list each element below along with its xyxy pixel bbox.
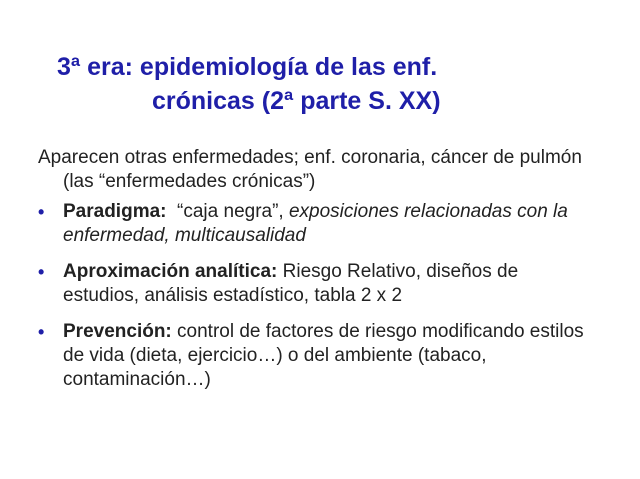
bullet-icon: •: [38, 262, 45, 282]
bullet-label: Aproximación analítica:: [63, 261, 278, 282]
intro-paragraph: Aparecen otras enfermedades; enf. coronaria, cáncer de pulmón (las “enfermedades crónicas”): [38, 147, 582, 192]
bullet-label: Paradigma:: [63, 201, 167, 222]
slide-body: [38, 146, 598, 404]
title-line-1: 3ª era: epidemiología de las enf.: [57, 53, 438, 81]
bullet-text: Riesgo Relativo, diseños de estudios, análisis estadístico, tabla 2 x 2: [63, 261, 519, 306]
bullet-list: [38, 200, 598, 392]
bullet-label: Prevención:: [63, 321, 172, 342]
bullet-paradigma: [38, 200, 598, 248]
bullet-text: “caja negra”,: [166, 201, 289, 222]
bullet-icon: •: [38, 202, 45, 222]
bullet-text: control de factores de riesgo modificando estilos de vida (dieta, ejercicio…) o del ambiente (tabaco, contaminación…): [63, 321, 584, 390]
bullet-italic-text: exposiciones relacionadas con la enfermedad, multicausalidad: [63, 201, 568, 246]
bullet-aproximacion-analitica: [38, 260, 598, 308]
bullet-prevencion: [38, 320, 598, 392]
bullet-icon: •: [38, 322, 45, 342]
title-line-2: crónicas (2ª parte S. XX): [152, 87, 441, 115]
